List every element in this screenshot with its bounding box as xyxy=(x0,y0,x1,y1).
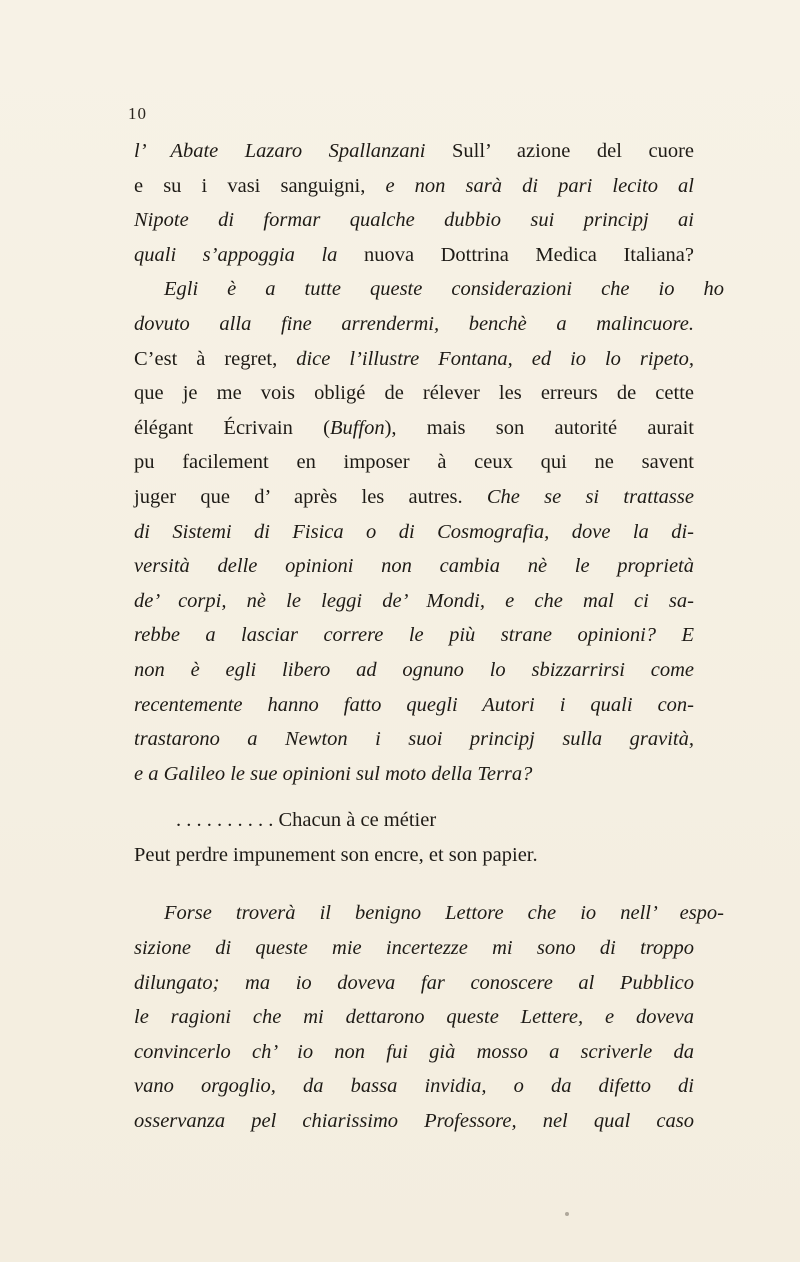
text-segment: élégant Écrivain ( xyxy=(134,416,330,439)
closing-line xyxy=(134,1069,694,1104)
text-segment: . . . . . . . . . . Chacun à ce métier xyxy=(176,809,437,832)
verse-quotation xyxy=(134,803,694,872)
text-segment: Peut perdre impunement son encre, et son papier. xyxy=(134,843,538,866)
lines-line xyxy=(134,757,694,792)
lines-line xyxy=(134,134,694,169)
lines-line xyxy=(134,688,694,723)
text-segment: le ragioni che mi dettarono queste Lettere, e doveva xyxy=(134,1006,694,1029)
closing-line xyxy=(134,966,694,1001)
paper-spot xyxy=(565,1212,569,1216)
lines-line xyxy=(134,618,694,653)
lines-line xyxy=(134,653,694,688)
closing-line xyxy=(134,896,724,931)
text-segment: l’ xyxy=(134,140,171,162)
text-segment: e non sarà di pari lecito al xyxy=(385,174,694,197)
text-segment: que je me vois obligé de rélever les erreurs de cette xyxy=(134,382,694,405)
lines-line xyxy=(134,445,694,480)
text-segment: Sull’ azione del cuore xyxy=(425,140,694,162)
text-segment: juger que d’ après les autres. xyxy=(134,485,487,508)
text-segment: de’ corpi, nè le leggi de’ Mondi, e che mal ci sa- xyxy=(134,589,694,612)
lines-line xyxy=(134,549,694,584)
text-segment: sizione di queste mie incertezze mi sono di troppo xyxy=(134,937,694,960)
text-segment: non è egli libero ad ognuno lo sbizzarrirsi come xyxy=(134,658,694,681)
closing-line xyxy=(134,1000,694,1035)
main-paragraphs xyxy=(134,134,724,791)
lines-line xyxy=(134,203,694,238)
text-segment: dovuto alla fine arrendermi, benchè a malincuore. xyxy=(134,312,694,335)
closing-line xyxy=(134,1035,694,1070)
text-segment: versità delle opinioni non cambia nè le proprietà xyxy=(134,555,694,578)
lines-line xyxy=(134,584,694,619)
lines-line xyxy=(134,376,694,411)
text-segment: pu facilement en imposer à ceux qui ne savent xyxy=(134,451,694,474)
text-segment: Che se si trattasse xyxy=(486,485,694,508)
lines-line xyxy=(134,411,694,446)
closing-line xyxy=(134,931,694,966)
text-segment: Forse troverà il benigno Lettore che io nell’ espo- xyxy=(164,902,724,925)
lines-line xyxy=(134,238,694,273)
text-segment: ), mais son autorité aurait xyxy=(384,416,694,439)
page-number: 10 xyxy=(128,104,147,123)
lines-line xyxy=(134,169,694,204)
text-segment: di Sistemi di Fisica o di Cosmografia, dove la di- xyxy=(134,520,694,543)
closing-paragraph xyxy=(134,896,724,1138)
text-segment: dice l’illustre Fontana, ed io lo ripeto, xyxy=(296,347,695,370)
text-segment: C’est à regret, xyxy=(134,347,297,370)
text-segment: quali s’appoggia la xyxy=(134,243,364,266)
quote-line xyxy=(134,803,694,838)
lines-line xyxy=(134,342,694,377)
text-segment: Nipote di formar qualche dubbio sui principj ai xyxy=(134,209,694,232)
lines-line xyxy=(134,480,694,515)
text-segment: e su i vasi sanguigni, xyxy=(134,174,386,197)
quote-line xyxy=(134,838,694,873)
text-segment: Abate Lazaro Spallanzani xyxy=(170,140,426,162)
text-segment: trastarono a Newton i suoi principj sulla gravità, xyxy=(134,728,694,751)
text-segment: rebbe a lasciar correre le più strane opinioni? E xyxy=(134,624,694,647)
text-segment: nuova Dottrina Medica Italiana? xyxy=(363,243,694,266)
lines-line xyxy=(134,515,694,550)
closing-line xyxy=(134,1104,694,1139)
text-segment: Buffon xyxy=(329,416,385,439)
page-text xyxy=(134,134,724,1139)
text-segment: recentemente hanno fatto quegli Autori i quali con- xyxy=(134,693,694,716)
text-segment: dilungato; ma io doveva far conoscere al Pubblico xyxy=(134,971,694,994)
text-segment: convincerlo ch’ io non fui già mosso a scriverle da xyxy=(134,1040,694,1063)
text-segment: Egli è a tutte queste considerazioni che io ho xyxy=(164,278,724,301)
text-segment: vano orgoglio, da bassa invidia, o da difetto di xyxy=(134,1075,694,1098)
lines-line xyxy=(134,307,694,342)
text-segment: e a Galileo le sue opinioni sul moto della Terra? xyxy=(134,762,533,785)
lines-line xyxy=(134,722,694,757)
lines-line xyxy=(134,272,724,307)
text-segment: osservanza pel chiarissimo Professore, nel qual caso xyxy=(134,1110,694,1133)
